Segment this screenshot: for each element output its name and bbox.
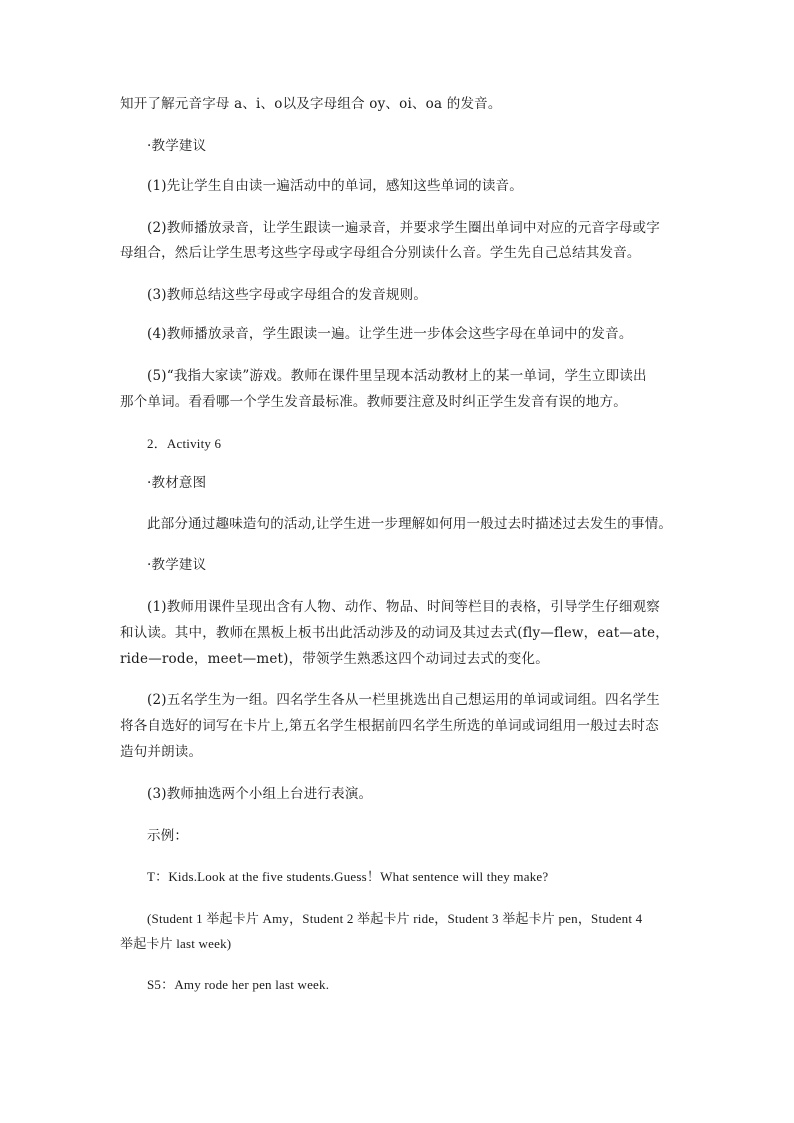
section-heading: ·教学建议 — [147, 138, 207, 154]
text-line: 造句并朗读。 — [120, 744, 203, 760]
text-line: 和认读。其中，教师在黑板上板书出此活动涉及的动词及其过去式(fly—flew，eat—ate， — [120, 625, 669, 641]
text-line: (3)教师总结这些字母或字母组合的发音规则。 — [147, 287, 428, 303]
section-heading: ·教材意图 — [147, 475, 207, 491]
text-line: (3)教师抽选两个小组上台进行表演。 — [147, 786, 373, 802]
example-label: 示例： — [147, 828, 189, 844]
text-line: (2)教师播放录音，让学生跟读一遍录音，并要求学生圈出单词中对应的元音字母或字 — [147, 220, 660, 236]
text-line: (5)“我指大家读”游戏。教师在课件里呈现本活动教材上的某一单词，学生立即读出 — [147, 368, 647, 384]
stage-direction: (Student 1 举起卡片 Amy，Student 2 举起卡片 ride，Student 3 举起卡片 pen，Student 4 — [147, 911, 643, 926]
text-line: (4)教师播放录音，学生跟读一遍。让学生进一步体会这些字母在单词中的发音。 — [147, 326, 633, 342]
text-line: 将各自选好的词写在卡片上,第五名学生根据前四名学生所选的单词或词组用一般过去时态 — [120, 718, 659, 734]
text-line: (2)五名学生为一组。四名学生各从一栏里挑选出自己想运用的单词或词组。四名学生 — [147, 692, 660, 708]
text-line: ride—rode，meet—met)，带领学生熟悉这四个动词过去式的变化。 — [120, 651, 549, 667]
text-line: (1)教师用课件呈现出含有人物、动作、物品、时间等栏目的表格，引导学生仔细观察 — [147, 599, 660, 615]
section-heading: ·教学建议 — [147, 557, 207, 573]
text-line: 母组合，然后让学生思考这些字母或字母组合分别读什么音。学生先自己总结其发音。 — [120, 245, 641, 261]
dialogue-line: S5：Amy rode her pen last week. — [147, 977, 330, 992]
text-line: 知开了解元音字母 a、i、o以及字母组合 oy、oi、oa 的发音。 — [120, 96, 502, 112]
text-line: 那个单词。看看哪一个学生发音最标准。教师要注意及时纠正学生发音有误的地方。 — [120, 394, 627, 410]
stage-direction: 举起卡片 last week) — [120, 936, 232, 951]
section-number-heading: 2．Activity 6 — [147, 436, 222, 451]
dialogue-line: T：Kids.Look at the five students.Guess！What sentence will they make? — [147, 869, 549, 884]
text-line: (1)先让学生自由读一遍活动中的单词，感知这些单词的读音。 — [147, 178, 523, 194]
text-line: 此部分通过趣味造句的活动,让学生进一步理解如何用一般过去时描述过去发生的事情。 — [147, 516, 673, 532]
